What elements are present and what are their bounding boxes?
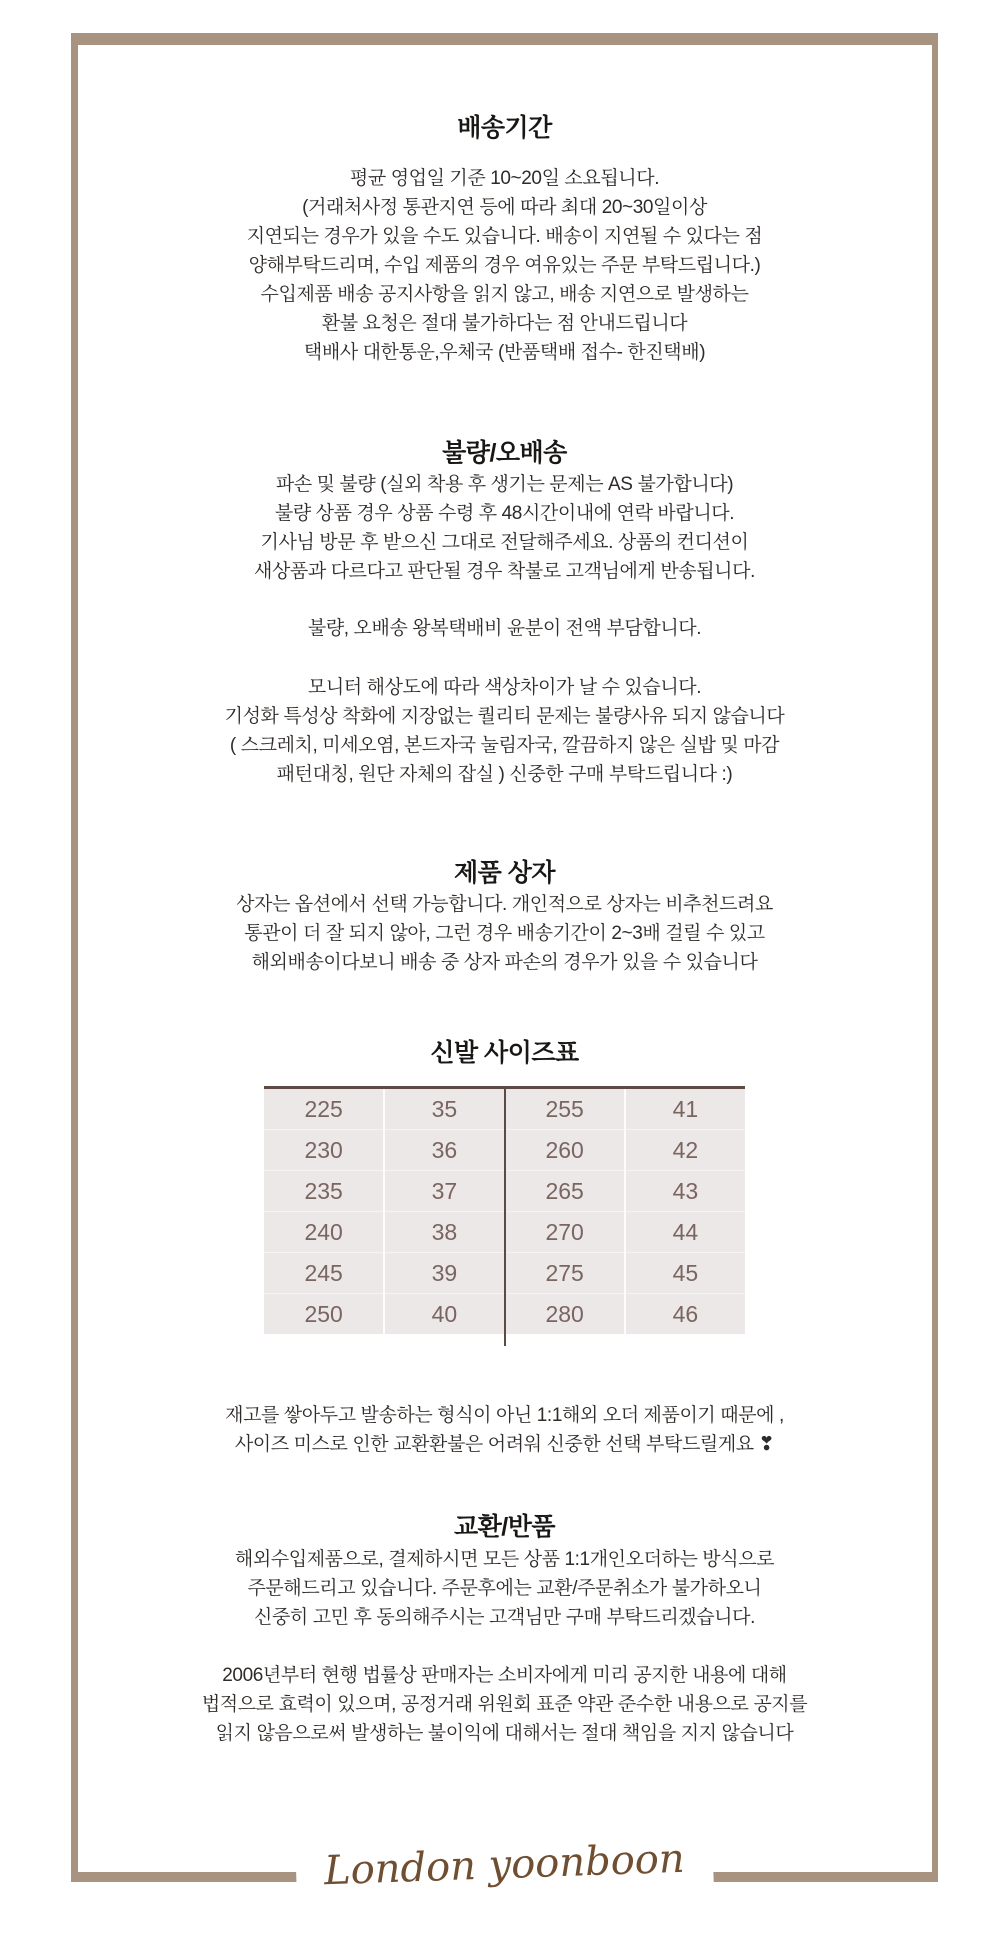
footer: [71, 1835, 938, 1895]
shipping-paragraph: [71, 164, 938, 367]
size-cell-mm: 260: [505, 1130, 625, 1171]
defect-paragraph-2: [71, 614, 938, 643]
size-cell-eu: 41: [625, 1088, 745, 1130]
text-line: 파손 및 불량 (실외 착용 후 생기는 문제는 AS 불가합니다): [275, 474, 734, 495]
size-cell-mm: 265: [505, 1171, 625, 1212]
size-cell-mm: 230: [264, 1130, 384, 1171]
defect-paragraph-1: [71, 470, 938, 586]
size-cell-eu: 37: [384, 1171, 504, 1212]
table-center-divider: [504, 1334, 506, 1346]
size-cell-eu: 35: [384, 1088, 504, 1130]
size-cell-eu: 42: [625, 1130, 745, 1171]
text-line: 해외수입제품으로, 결제하시면 모든 상품 1:1개인오더하는 방식으로: [234, 1549, 775, 1570]
text-line: 기성화 특성상 착화에 지장없는 퀄리티 문제는 불량사유 되지 않습니다: [224, 706, 785, 727]
text-line: 신중히 고민 후 동의해주시는 고객님만 구매 부탁드리겠습니다.: [254, 1607, 755, 1628]
shipping-title: 배송기간: [457, 114, 552, 142]
exchange-paragraph-1: [71, 1545, 938, 1632]
product-box-title: 제품 상자: [453, 859, 556, 887]
size-cell-mm: 250: [304, 1300, 343, 1327]
size-cell-mm: 255: [505, 1088, 625, 1130]
text-line: 기사님 방문 후 받으신 그대로 전달해주세요. 상품의 컨디션이: [260, 532, 749, 553]
size-chart-section: [71, 1036, 938, 1459]
text-line: 해외배송이다보니 배송 중 상자 파손의 경우가 있을 수 있습니다: [251, 952, 758, 973]
exchange-section: [71, 1510, 938, 1748]
text-line: 불량, 오배송 왕복택배비 윤분이 전액 부담합니다.: [307, 618, 702, 639]
text-line: 재고를 쌓아두고 발송하는 형식이 아닌 1:1해외 오더 제품이기 때문에 ,: [225, 1405, 784, 1426]
size-cell-mm: 225: [264, 1088, 384, 1130]
size-cell-mm: 235: [264, 1171, 384, 1212]
text-line: 패턴대칭, 원단 자체의 잡실 ) 신중한 구매 부탁드립니다 :): [276, 764, 733, 785]
size-cell-mm: 245: [264, 1253, 384, 1294]
defect-title: 불량/오배송: [442, 439, 567, 467]
text-line: 모니터 해상도에 따라 색상차이가 날 수 있습니다.: [307, 677, 702, 698]
table-row: [264, 1294, 745, 1335]
text-line: 수입제품 배송 공지사항을 읽지 않고, 배송 지연으로 발생하는: [260, 284, 749, 305]
size-table-wrap: [264, 1086, 745, 1334]
size-table-body: [264, 1088, 745, 1335]
size-cell-eu: 44: [625, 1212, 745, 1253]
text-line: (거래처사정 통관지연 등에 따라 최대 20~30일이상: [302, 197, 707, 218]
size-cell-mm: 270: [505, 1212, 625, 1253]
text-line: 상자는 옵션에서 선택 가능합니다. 개인적으로 상자는 비추천드려요: [236, 894, 773, 915]
text-line: 택배사 대한통운,우체국 (반품택배 접수- 한진택배): [303, 342, 706, 363]
shipping-section: [71, 111, 938, 367]
table-row: [264, 1253, 745, 1294]
text-line: 평균 영업일 기준 10~20일 소요됩니다.: [349, 168, 660, 189]
text-line: 환불 요청은 절대 불가하다는 점 안내드립니다: [321, 313, 688, 334]
defect-paragraph-3: [71, 673, 938, 789]
text-line: 지연되는 경우가 있을 수도 있습니다. 배송이 지연될 수 있다는 점: [246, 226, 763, 247]
size-table: [264, 1086, 745, 1334]
text-line: 읽지 않음으로써 발생하는 불이익에 대해서는 절대 책임을 지지 않습니다: [215, 1723, 794, 1744]
size-cell-eu: 43: [625, 1171, 745, 1212]
size-cell-mm: 275: [505, 1253, 625, 1294]
exchange-title: 교환/반품: [453, 1513, 556, 1541]
size-cell-eu: 40: [384, 1294, 504, 1335]
size-cell-mm: 240: [264, 1212, 384, 1253]
brand-signature: London yoonboon: [295, 1833, 713, 1898]
size-cell-eu: 39: [384, 1253, 504, 1294]
size-note-paragraph: [71, 1401, 938, 1459]
text-line: 법적으로 효력이 있으며, 공정거래 위원회 표준 약관 준수한 내용으로 공지를: [201, 1694, 808, 1715]
table-row: [264, 1212, 745, 1253]
text-line: 2006년부터 현행 법률상 판매자는 소비자에게 미리 공지한 내용에 대해: [222, 1665, 787, 1686]
exchange-paragraph-2: [71, 1661, 938, 1748]
size-cell-eu: 38: [384, 1212, 504, 1253]
size-cell-eu: 36: [384, 1130, 504, 1171]
text-line: 새상품과 다르다고 판단될 경우 착불로 고객님에게 반송됩니다.: [254, 561, 755, 582]
table-row: [264, 1130, 745, 1171]
size-cell-mm: 280: [505, 1294, 625, 1335]
size-cell-eu: 45: [625, 1253, 745, 1294]
product-box-section: [71, 856, 938, 977]
text-line: 불량 상품 경우 상품 수령 후 48시간이내에 연락 바랍니다.: [274, 503, 735, 524]
notice-content: [71, 0, 938, 1748]
text-line: 사이즈 미스로 인한 교환환불은 어려워 신중한 선택 부탁드릴게요 ❣: [234, 1434, 775, 1455]
defect-section: [71, 436, 938, 789]
text-line: 주문해드리고 있습니다. 주문후에는 교환/주문취소가 불가하오니: [247, 1578, 762, 1599]
table-row: [264, 1171, 745, 1212]
size-cell-eu: 46: [625, 1294, 745, 1335]
size-chart-title: 신발 사이즈표: [430, 1039, 579, 1067]
text-line: ( 스크레치, 미세오염, 본드자국 눌림자국, 깔끔하지 않은 실밥 및 마감: [229, 735, 780, 756]
table-row: [264, 1088, 745, 1130]
text-line: 통관이 더 잘 되지 않아, 그런 경우 배송기간이 2~3배 걸릴 수 있고: [244, 923, 765, 944]
product-box-paragraph: [71, 890, 938, 977]
text-line: 양해부탁드리며, 수입 제품의 경우 여유있는 주문 부탁드립니다.): [248, 255, 761, 276]
